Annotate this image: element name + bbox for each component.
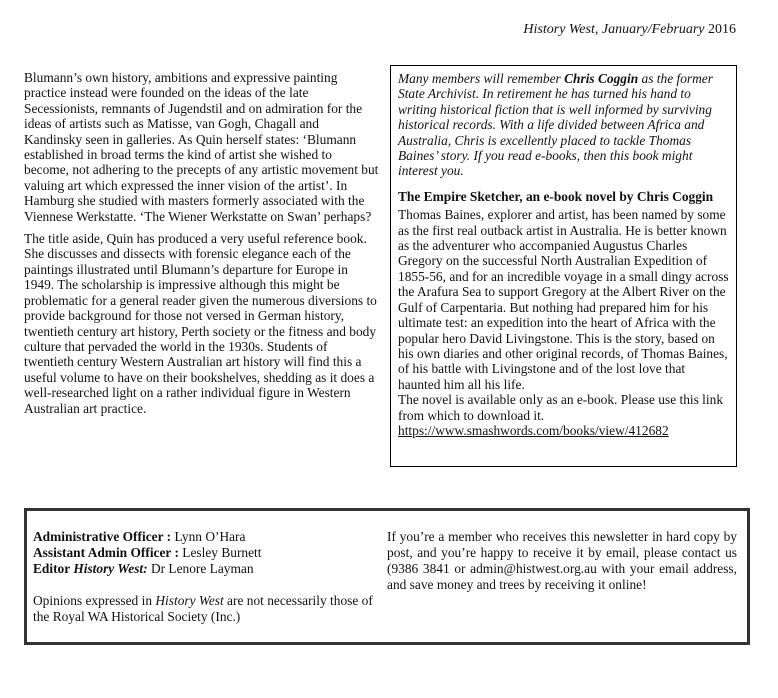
sidebar-availability: The novel is available only as an e-book. Please use this link from which to download it. <box>398 392 724 423</box>
article-column <box>24 70 379 423</box>
book-sidebar-box <box>390 65 737 467</box>
admin-officer-label: Administrative Officer : <box>33 529 172 544</box>
sidebar-title: The Empire Sketcher, an e-book novel by Chris Coggin <box>398 188 714 204</box>
admin-officer-row <box>33 529 373 545</box>
download-link[interactable]: https://www.smashwords.com/books/view/412682 <box>398 422 669 438</box>
intro-author-name: Chris Coggin <box>564 71 639 86</box>
sidebar-description: Thomas Baines, explorer and artist, has been named by some as the first real outback artist in Australia. He is better known as the adventurer who accompanied Augustus Charles Gregory on the successful North Australian Expedition of 1855-56, and for an incredible voyage in a small dingy across the Arafura Sea to support Gregory at the Albert River on the Gulf of Carpentaria. But nothing had prepared him for his ultimate test: an expedition into the heart of Africa with the popular hero David Livingstone. This is the story, based on his own diaries and other original records, of Thomas Baines, of his battle with Livingstone and of the lost love that haunted him all his life. <box>398 207 729 392</box>
page-header <box>523 22 736 38</box>
editor-label: Editor <box>33 561 74 576</box>
assistant-admin-label: Assistant Admin Officer : <box>33 545 179 560</box>
editor-label-publication: History West: <box>73 561 148 576</box>
sidebar-intro <box>398 71 730 179</box>
email-notice: If you’re a member who receives this newsletter in hard copy by post, and you’re happy to receive it by email, please contact us (9386 3841 or admin@histwest.org.au with your email address, and save money and trees by receiving it online! <box>387 529 737 592</box>
article-paragraph: Blumann’s own history, ambitions and expressive painting practice instead were founded on the ideas of the late Secessionists, remnants of Jugendstil and on admiration for the ideas of artists such as Matisse, van Gogh, Chagall and Kandinsky seen in galleries. As Quin herself states: ‘Blumann established in broad terms the kind of artist she wished to become, not adhering to the precepts of any artistic movement but valuing art which expressed the inner vision of the artist’. In Hamburg she studied with masters formerly associated with the Viennese Werkstatte. ‘The Wiener Werkstatte on Swan’ perhaps? <box>24 70 379 224</box>
editor-name: Dr Lenore Layman <box>147 561 254 576</box>
sidebar-body <box>398 207 730 438</box>
intro-text: Many members will remember <box>398 71 565 86</box>
assistant-admin-name: Lesley Burnett <box>178 545 262 560</box>
footer-staff <box>33 529 373 625</box>
publication-title: History West, January/February <box>523 22 705 37</box>
article-paragraph: The title aside, Quin has produced a very useful reference book. She discusses and dissects with forensic elegance each of the paintings illustrated until Blumann’s departure for Europe in 1949. The scholarship is impressive although this might be problematic for a general reader given the numerous diversions to provide background for those not versed in German history, twentieth century art history, Perth society or the fitness and body culture that pervaded the world in the 1930s. Students of twentieth century Western Australian art history will find this a useful volume to have on their bookshelves, shedding as it does a well-researched light on a rather individual figure in Western Australian art practice. <box>24 231 377 416</box>
intro-text-cont: as the former State Archivist. In retirement he has turned his hand to writing historical fiction that is well informed by surviving historical records. With a life divided between Africa and Australia, Chris is excellently placed to tackle Thomas Baines’ story. If you read e-books, then this book might interest you. <box>398 71 713 179</box>
admin-officer-name: Lynn O’Hara <box>171 529 246 544</box>
publication-year: 2016 <box>708 22 736 37</box>
assistant-admin-row <box>33 545 373 561</box>
disclaimer: Opinions expressed in History West are not necessarily those of the Royal WA Historical Society (Inc.) <box>33 593 373 624</box>
footer-box <box>24 508 750 645</box>
editor-row <box>33 561 373 577</box>
